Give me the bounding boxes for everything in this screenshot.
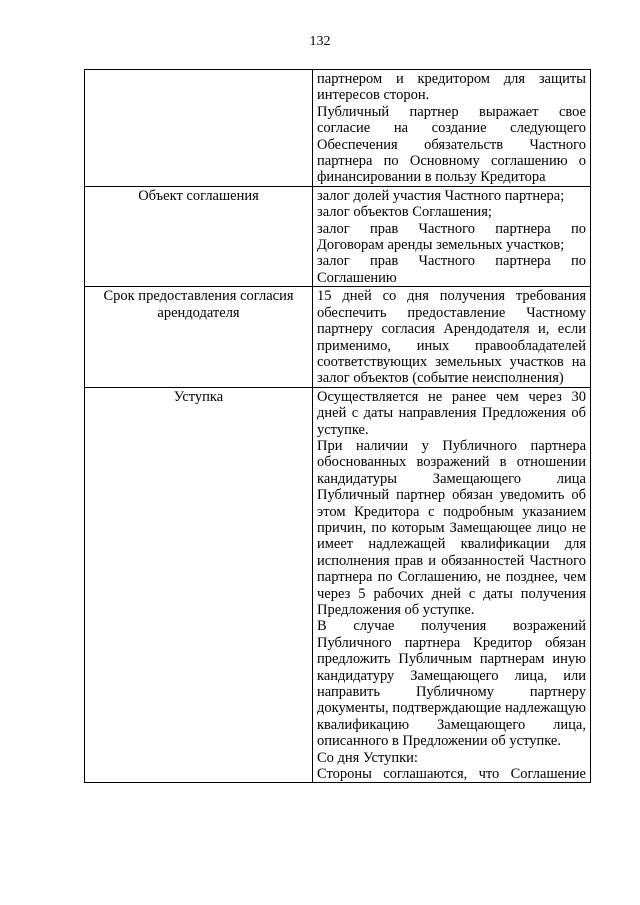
- row-label: Уступка: [85, 387, 313, 783]
- row-content: [313, 287, 591, 387]
- paragraph: залог прав Частного партнера по Договорам аренды земельных участков;: [317, 220, 586, 254]
- paragraph: залог объектов Соглашения;: [317, 204, 492, 221]
- paragraph: Стороны соглашаются, что Соглашение: [317, 766, 586, 783]
- paragraph: Со дня Уступки:: [317, 749, 418, 766]
- row-label: [85, 70, 313, 187]
- table-row: [85, 387, 591, 783]
- paragraph: В случае получения возражений Публичного партнера Кредитор обязан предложить Публичным партнерам иную кандидатуру Замещающего лица, или направить Публичному партнеру документы, подтверждающие надлежащую квалификацию Замещающего лица, описанного в Предложении об уступке.: [317, 618, 586, 750]
- paragraph: При наличии у Публичного партнера обоснованных возражений в отношении кандидатуры Замещающего лица Публичный партнер обязан уведомить об этом Кредитора с подробным указанием причин, по которым Замещающее лицо не имеет надлежащей квалификации для исполнения прав и обязанностей Частного партнера по Соглашению, не позднее, чем через 5 рабочих дней с даты получения Предложения об уступке.: [317, 437, 586, 618]
- table-row: [85, 287, 591, 387]
- paragraph: залог долей участия Частного партнера;: [317, 187, 565, 204]
- table-row: [85, 70, 591, 187]
- row-content: [313, 70, 591, 187]
- terms-table: [84, 69, 591, 783]
- row-label: Срок предоставления согласия арендодателя: [85, 287, 313, 387]
- paragraph: Публичный партнер выражает свое согласие на создание следующего Обеспечения обязательств Частного партнера по Основному соглашению о финансировании в пользу Кредитора: [317, 103, 586, 186]
- row-content: [313, 186, 591, 286]
- table-row: [85, 186, 591, 286]
- page-number: 132: [309, 34, 331, 49]
- paragraph: залог прав Частного партнера по Соглашению: [317, 253, 586, 286]
- paragraph: 15 дней со дня получения требования обеспечить предоставление Частному партнеру согласия Арендодателя и, если применимо, иных правообладателей соответствующих земельных участков на залог объектов (событие неисполнения): [317, 288, 586, 387]
- paragraph: Осуществляется не ранее чем через 30 дней с даты направления Предложения об уступке.: [317, 388, 586, 438]
- paragraph: партнером и кредитором для защиты интересов сторон.: [317, 71, 586, 104]
- row-content: [313, 387, 591, 783]
- row-label: Объект соглашения: [85, 186, 313, 286]
